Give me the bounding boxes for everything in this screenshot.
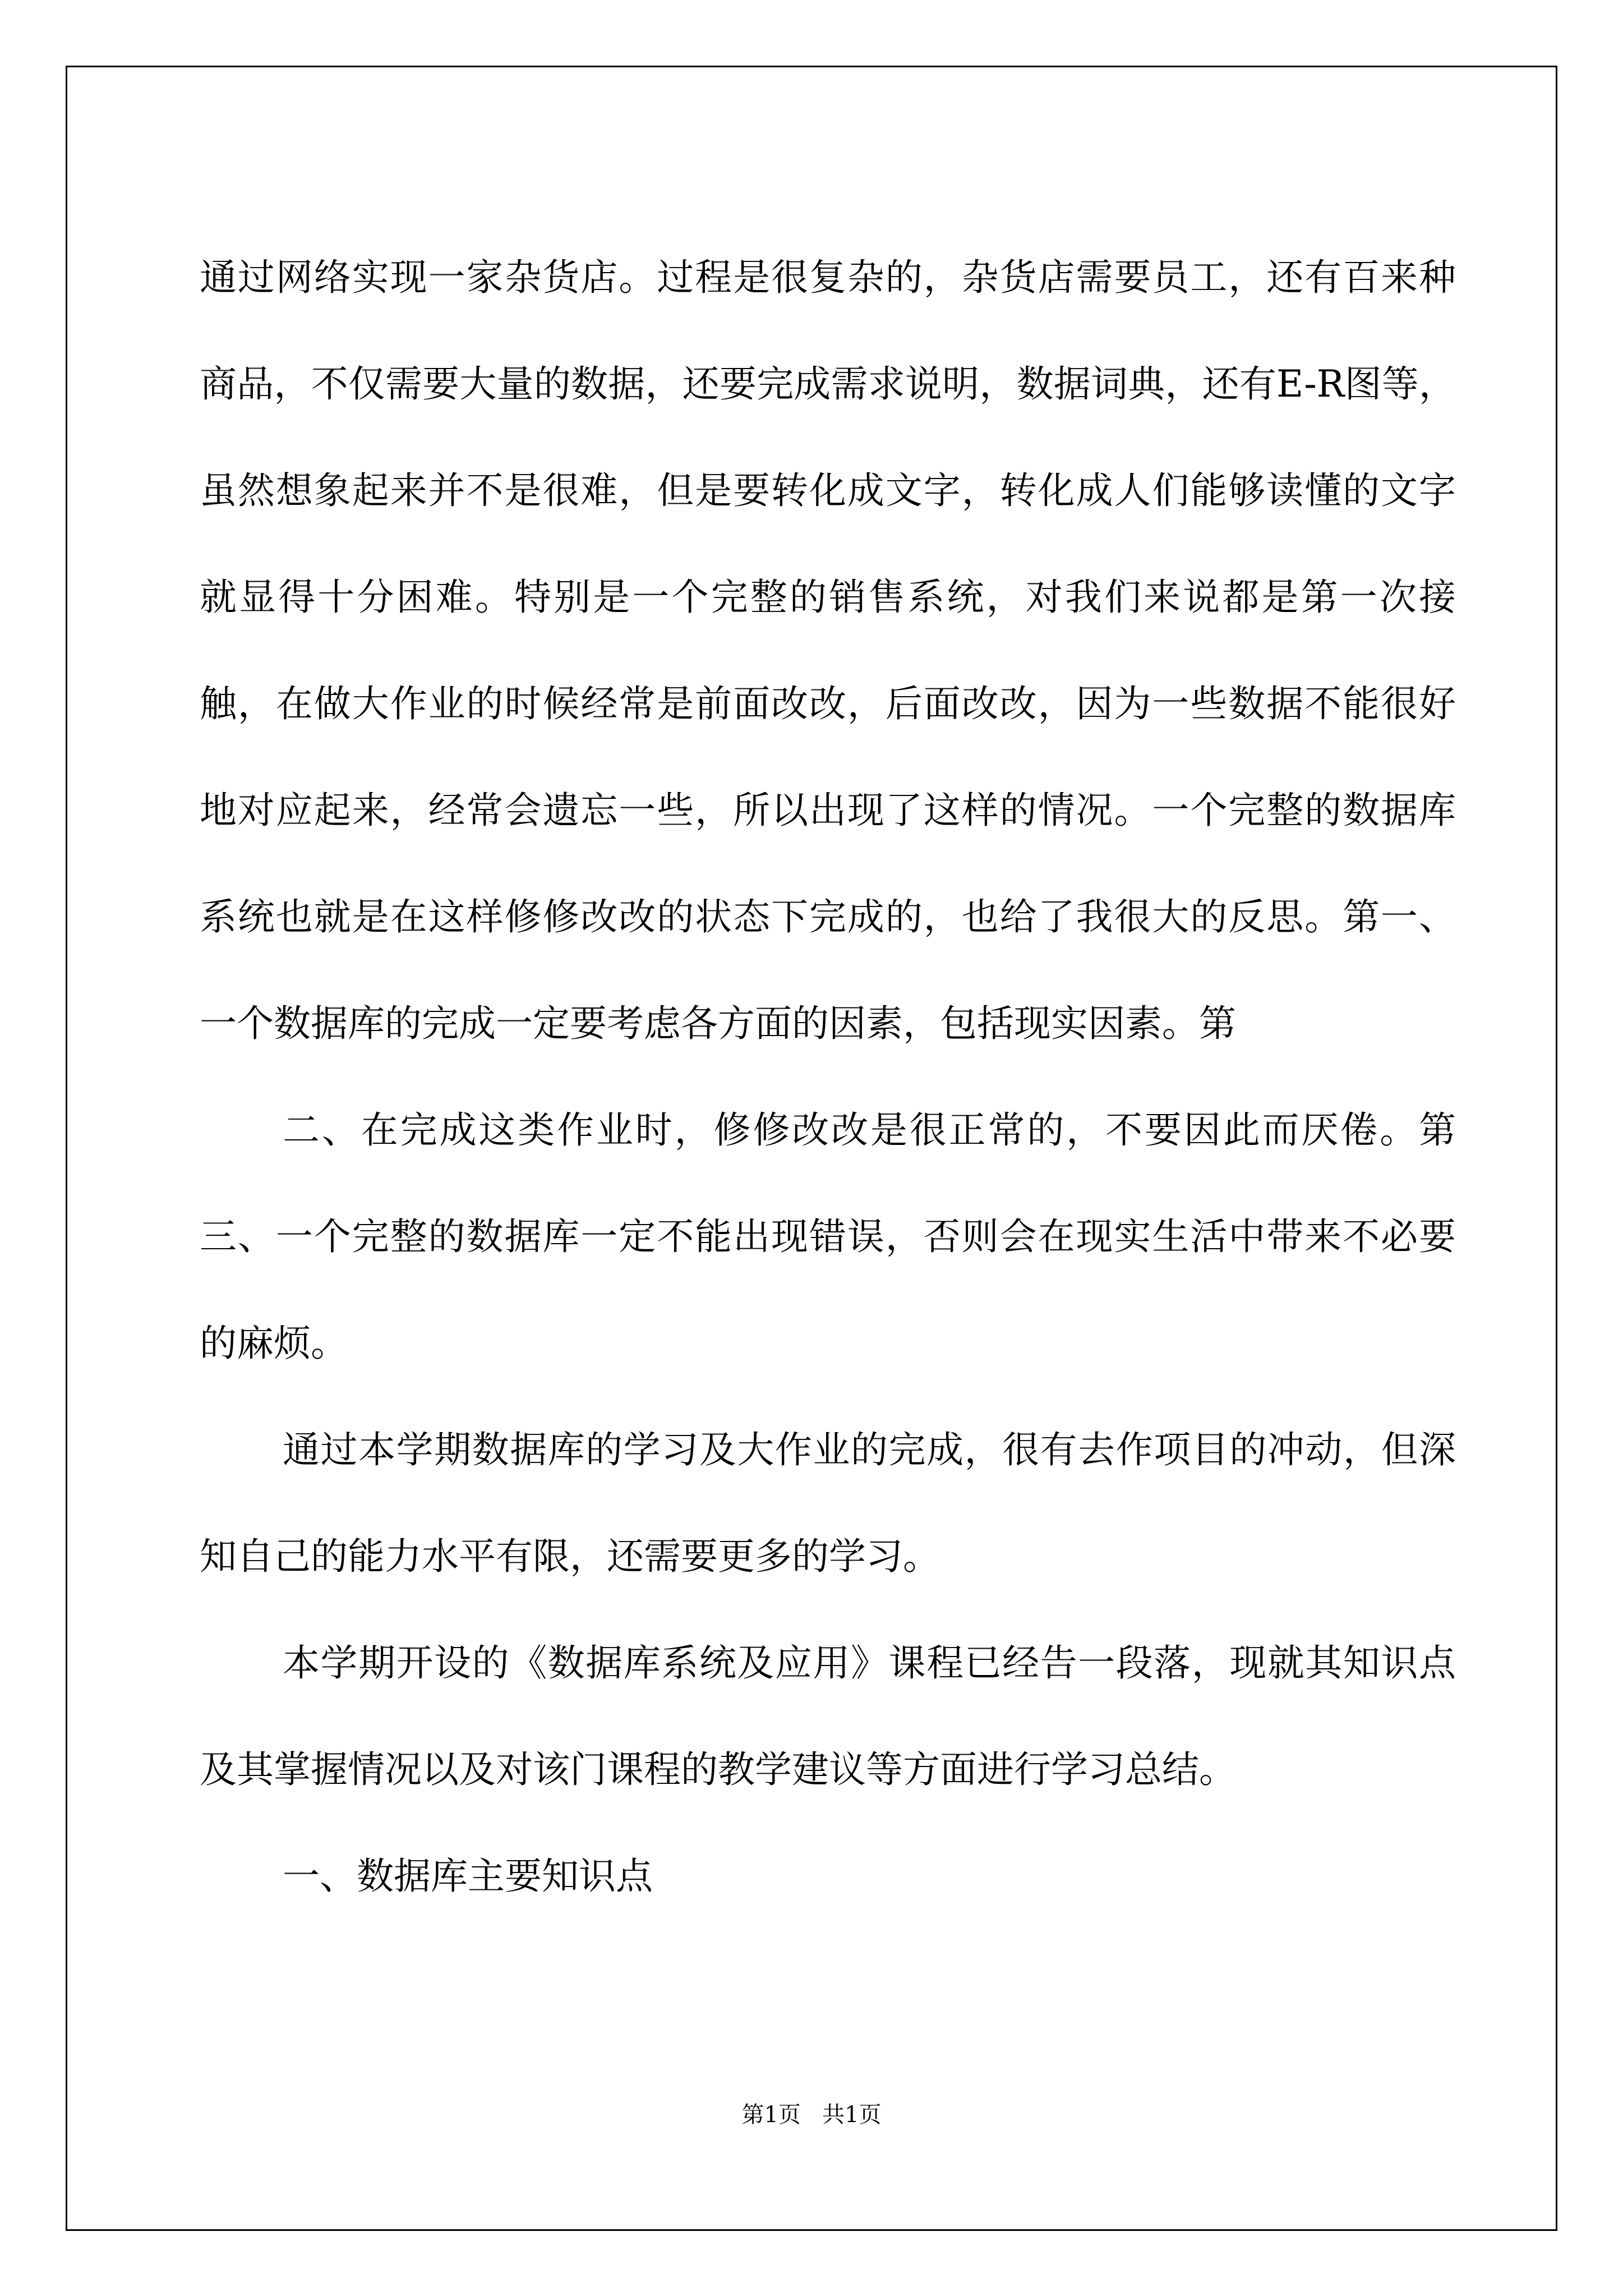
paragraph-1: 通过网络实现一家杂货店。过程是很复杂的，杂货店需要员工，还有百来种商品，不仅需要大量的数据，还要完成需求说明，数据词典，还有E-R图等，虽然想象起来并不是很难，但是要转化成文字，转化成人们能够读懂的文字就显得十分困难。特别是一个完整的销售系统，对我们来说都是第一次接触，在做大作业的时候经常是前面改改，后面改改，因为一些数据不能很好地对应起来，经常会遗忘一些，所以出现了这样的情况。一个完整的数据库系统也就是在这样修修改改的状态下完成的，也给了我很大的反思。第一、一个数据库的完成一定要考虑各方面的因素，包括现实因素。第: [200, 256, 1456, 1045]
paragraph-3: 通过本学期数据库的学习及大作业的完成，很有去作项目的冲动，但深知自己的能力水平有限，还需要更多的学习。: [200, 1428, 1456, 1578]
paragraph-4: 本学期开设的《数据库系统及应用》课程已经告一段落，现就其知识点及其掌握情况以及对该门课程的教学建议等方面进行学习总结。: [200, 1641, 1456, 1791]
page-number-footer: 第1页 共1页: [741, 2102, 882, 2128]
document-body: [200, 224, 1456, 1930]
paragraph-2: 二、在完成这类作业时，修修改改是很正常的，不要因此而厌倦。第三、一个完整的数据库一定不能出现错误，否则会在现实生活中带来不必要的麻烦。: [200, 1108, 1456, 1365]
section-heading: 一、数据库主要知识点: [283, 1855, 653, 1898]
